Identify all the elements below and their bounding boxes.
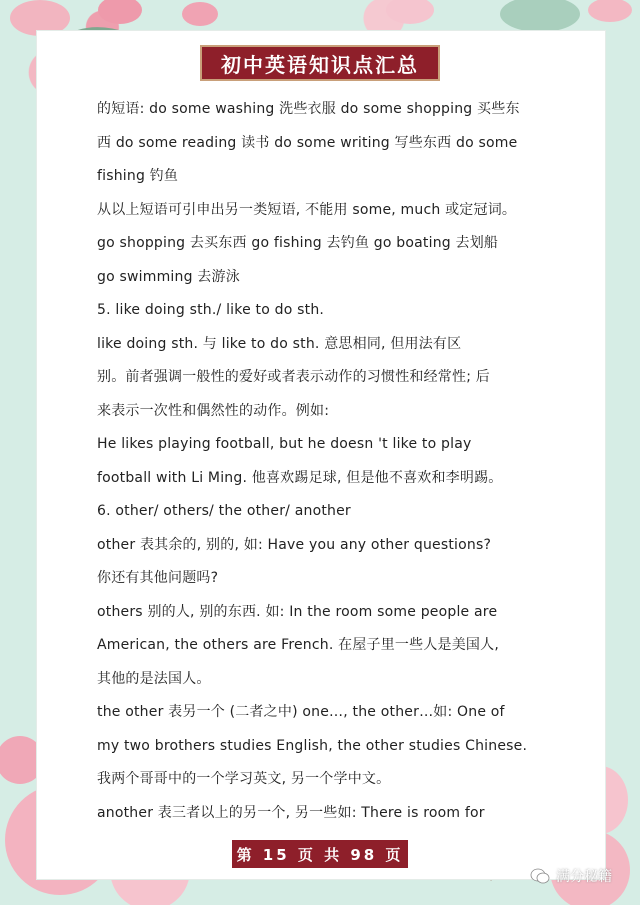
text-line: like doing sth. 与 like to do sth. 意思相同, 但用法有区: [97, 335, 462, 352]
document-body: [97, 93, 549, 830]
section-heading: 6. other/ others/ the other/ another: [97, 503, 351, 519]
text-line: fishing 钓鱼: [97, 168, 179, 184]
text-line: 我两个哥哥中的一个学习英文, 另一个学中文。: [97, 771, 391, 787]
text-line: He likes playing football, but he doesn 't like to play: [97, 436, 472, 452]
page-number-banner: [232, 840, 408, 868]
text-line: others 别的人, 别的东西. 如: In the room some people are: [97, 603, 498, 620]
text-line: American, the others are French. 在屋子里一些人是美国人,: [97, 637, 499, 653]
page-number: 第 15 页 共 98 页: [236, 845, 404, 864]
text-line: go shopping 去买东西 go fishing 去钓鱼 go boating 去划船: [97, 235, 499, 251]
text-line: 别。前者强调一般性的爱好或者表示动作的习惯性和经常性; 后: [97, 369, 490, 385]
text-line: my two brothers studies English, the other studies Chinese.: [97, 737, 528, 754]
section-heading: 5. like doing sth./ like to do sth.: [97, 302, 325, 318]
watermark-text: 满分秘籍: [556, 869, 612, 885]
text-line: go swimming 去游泳: [97, 268, 240, 285]
page-title-banner: [200, 45, 440, 81]
wechat-icon: [530, 868, 550, 884]
text-line: other 表其余的, 别的, 如: Have you any other questions?: [97, 536, 492, 553]
text-line: 西 do some reading 读书 do some writing 写些东西 do some: [97, 134, 518, 151]
text-line: the other 表另一个 (二者之中) one…, the other…如: One of: [97, 704, 505, 720]
text-line: 你还有其他问题吗?: [97, 570, 219, 586]
text-line: 其他的是法国人。: [97, 670, 211, 687]
text-line: another 表三者以上的另一个, 另一些如: There is room for: [97, 804, 485, 821]
watermark: [530, 866, 612, 886]
text-line: 来表示一次性和偶然性的动作。例如:: [97, 402, 330, 419]
text-line: 从以上短语可引申出另一类短语, 不能用 some, much 或定冠词。: [97, 201, 517, 218]
text-line: 的短语: do some washing 洗些衣服 do some shopping 买些东: [97, 101, 520, 117]
text-line: football with Li Ming. 他喜欢踢足球, 但是他不喜欢和李明踢。: [97, 469, 503, 486]
page-title: 初中英语知识点汇总: [221, 52, 419, 77]
